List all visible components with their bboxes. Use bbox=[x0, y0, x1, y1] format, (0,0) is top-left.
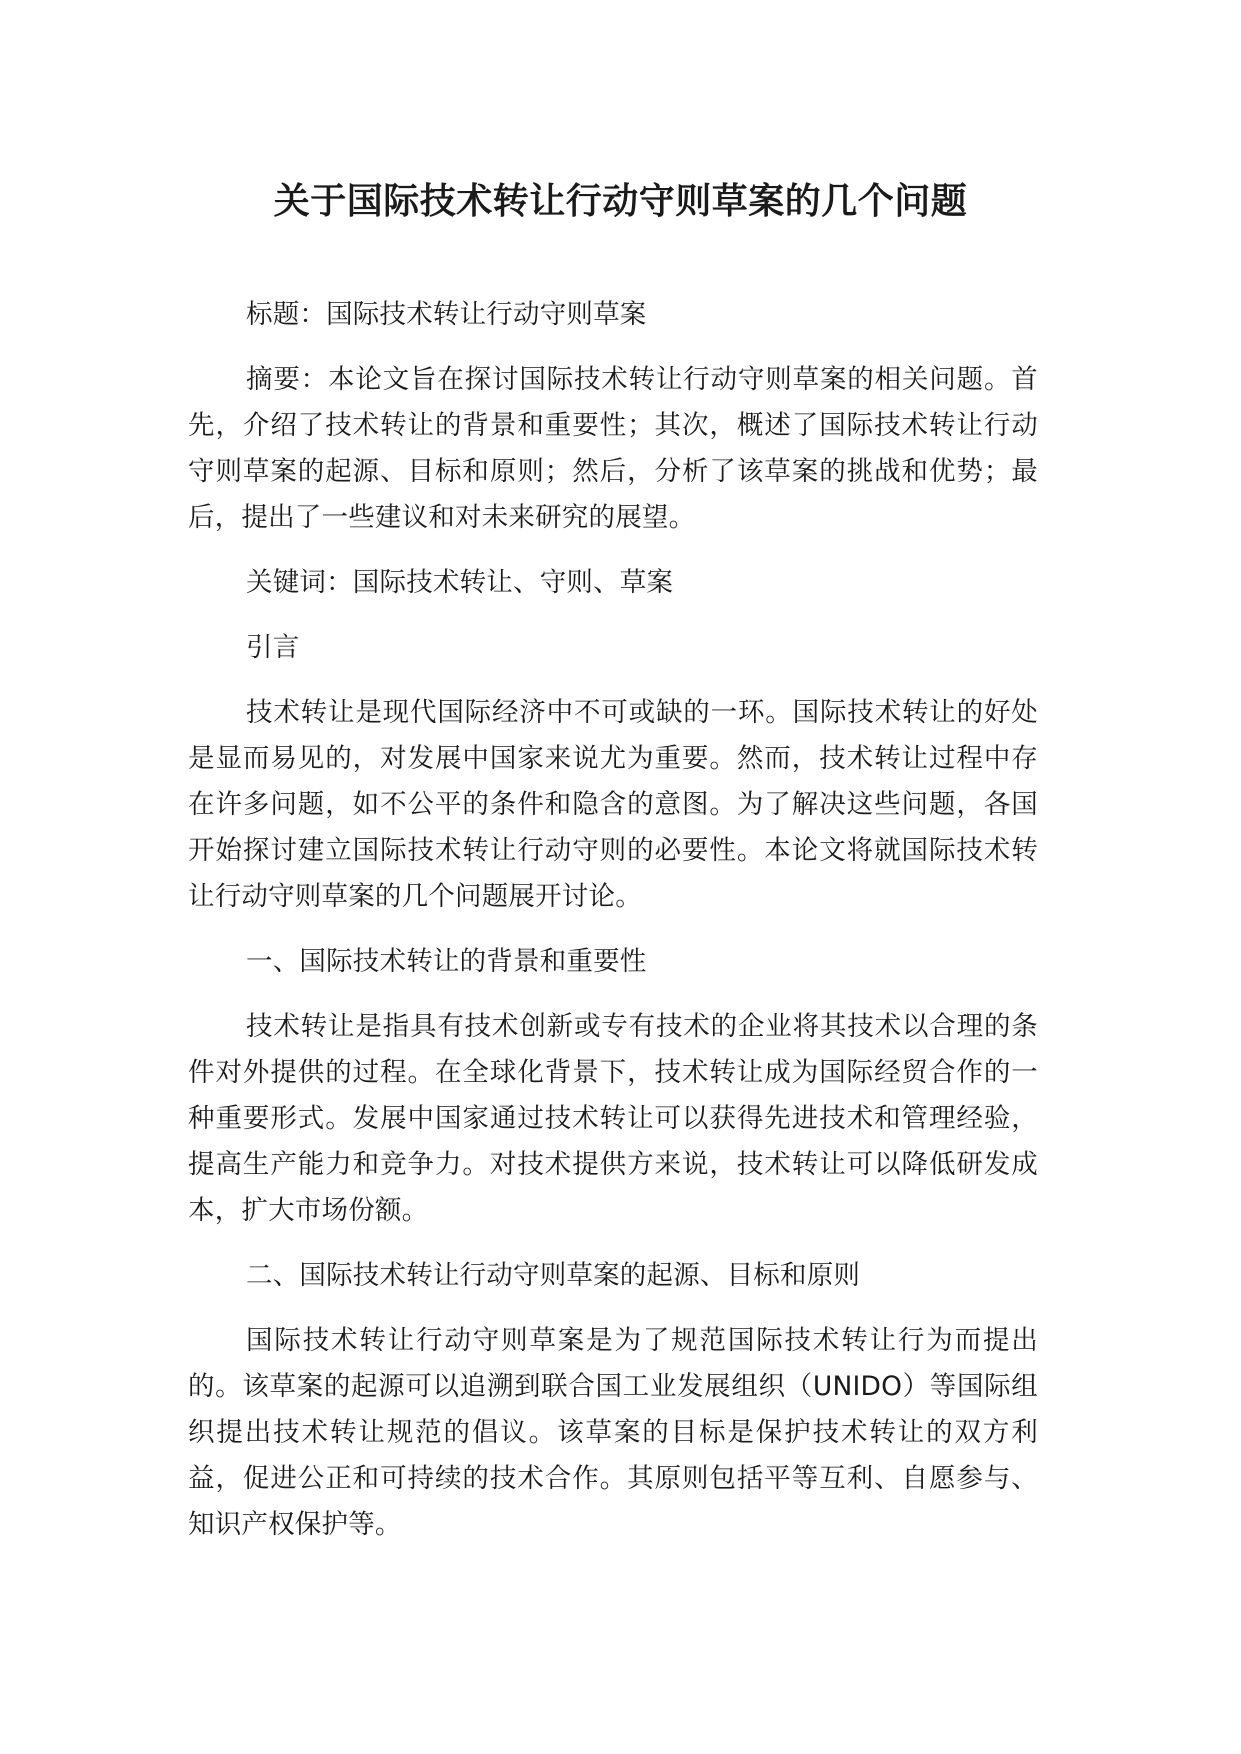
section-heading-1: 一、国际技术转让的背景和重要性 bbox=[246, 946, 647, 977]
document-title: 关于国际技术转让行动守则草案的几个问题 bbox=[273, 181, 968, 222]
section-heading-2: 二、国际技术转让行动守则草案的起源、目标和原则 bbox=[246, 1260, 861, 1291]
section-1-paragraph: 技术转让是指具有技术创新或专有技术的企业将其技术以合理的条件对外提供的过程。在全球化背景下，技术转让成为国际经贸合作的一种重要形式。发展中国家通过技术转让可以获得先进技术和管理经验，提高生产能力和竞争力。对技术提供方来说，技术转让可以降低研发成本，扩大市场份额。 bbox=[188, 1011, 1038, 1226]
subject-line: 标题：国际技术转让行动守则草案 bbox=[246, 299, 647, 330]
section-2-paragraph: 国际技术转让行动守则草案是为了规范国际技术转让行为而提出的。该草案的起源可以追溯到联合国工业发展组织（UNIDO）等国际组织提出技术转让规范的倡议。该草案的目标是保护技术转让的双方利益，促进公正和可持续的技术合作。其原则包括平等互利、自愿参与、知识产权保护等。 bbox=[188, 1325, 1038, 1540]
introduction-paragraph: 技术转让是现代国际经济中不可或缺的一环。国际技术转让的好处是显而易见的，对发展中国家来说尤为重要。然而，技术转让过程中存在许多问题，如不公平的条件和隐含的意图。为了解决这些问题，各国开始探讨建立国际技术转让行动守则的必要性。本论文将就国际技术转让行动守则草案的几个问题展开讨论。 bbox=[188, 697, 1038, 912]
section-heading-introduction: 引言 bbox=[246, 632, 300, 663]
abstract-paragraph: 摘要：本论文旨在探讨国际技术转让行动守则草案的相关问题。首先，介绍了技术转让的背景和重要性；其次，概述了国际技术转让行动守则草案的起源、目标和原则；然后，分析了该草案的挑战和优势；最后，提出了一些建议和对未来研究的展望。 bbox=[188, 364, 1038, 533]
document-body bbox=[188, 292, 1038, 1567]
keywords-line: 关键词：国际技术转让、守则、草案 bbox=[246, 567, 674, 598]
